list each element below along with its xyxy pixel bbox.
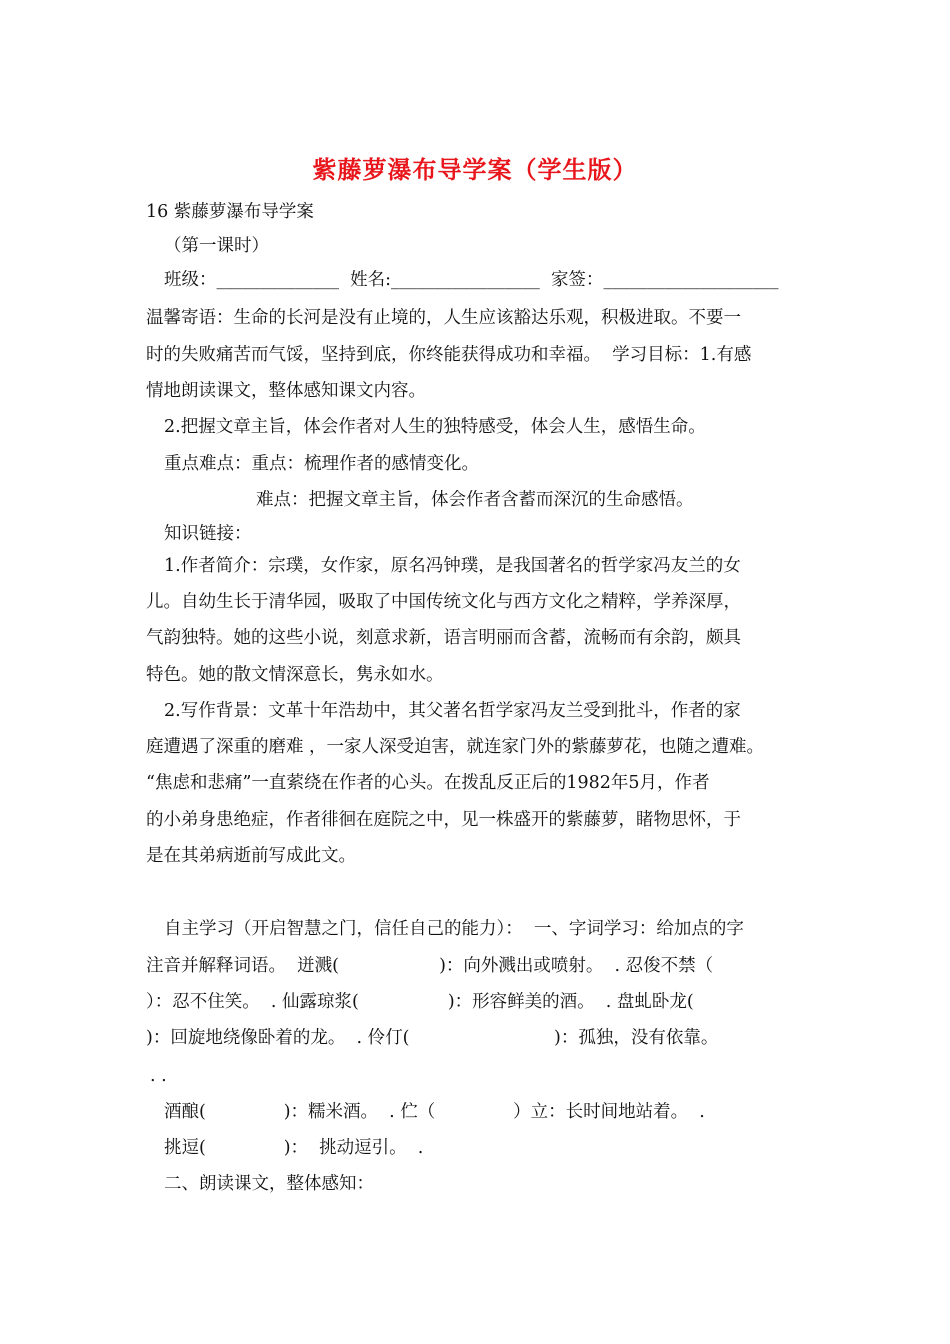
document-title: 紫藤萝瀑布导学案（学生版） xyxy=(312,155,638,184)
lesson-subtitle: 16 紫藤萝瀑布导学案 xyxy=(146,202,314,222)
vocab-line: 挑逗( )： 挑动逗引。 . xyxy=(164,1138,424,1158)
section-heading: 二、朗读课文，整体感知： xyxy=(164,1174,374,1194)
author-intro-line: 儿。自幼生长于清华园，吸取了中国传统文化与西方文化之精粹，学养深厚， xyxy=(146,592,741,612)
parent-signature-field[interactable]: ____________________ xyxy=(603,270,779,290)
background-line: 是在其弟病逝前写成此文。 xyxy=(146,846,356,866)
class-field[interactable]: ______________ xyxy=(216,270,339,290)
learning-goal: 2.把握文章主旨，体会作者对人生的独特感受，体会人生，感悟生命。 xyxy=(164,417,706,437)
author-intro-line: 1.作者简介：宗璞，女作家，原名冯钟璞，是我国著名的哲学家冯友兰的女 xyxy=(164,556,741,576)
background-line: 庭遭遇了深重的磨难 ，一家人深受迫害，就连家门外的紫藤萝花，也随之遭难。 xyxy=(146,737,765,757)
author-intro-line: 气韵独特。她的这些小说，刻意求新，语言明丽而含蓄，流畅而有余韵，颇具 xyxy=(146,628,741,648)
vocab-line: 酒酿( )：糯米酒。 . 伫（ ）立：长时间地站着。 . xyxy=(164,1102,705,1122)
name-label: 姓名: xyxy=(350,270,392,290)
knowledge-label: 知识链接： xyxy=(164,524,252,544)
greeting-line: 时的失败痛苦而气馁，坚持到底，你终能获得成功和幸福。 学习目标：1.有感 xyxy=(146,345,752,365)
greeting-line: 温馨寄语：生命的长河是没有止境的，人生应该豁达乐观，积极进取。不要一 xyxy=(146,308,741,328)
background-line: 的小弟身患绝症，作者徘徊在庭院之中，见一株盛开的紫藤萝，睹物思怀，于 xyxy=(146,810,741,830)
author-intro-line: 特色。她的散文情深意长，隽永如水。 xyxy=(146,665,444,685)
lesson-period: （第一课时） xyxy=(164,236,269,256)
background-line: “焦虑和悲痛”一直萦绕在作者的心头。在拨乱反正后的1982年5月，作者 xyxy=(146,773,710,793)
self-study-line: 注音并解释词语。 迸溅( )：向外溅出或喷射。 . 忍俊不禁（ xyxy=(146,956,714,976)
name-field[interactable]: _________________ xyxy=(391,270,540,290)
form-row xyxy=(164,268,778,292)
key-point: 重点难点：重点：梳理作者的感情变化。 xyxy=(164,454,479,474)
emphasis-dots: . . xyxy=(150,1066,167,1086)
class-label: 班级： xyxy=(164,270,217,290)
greeting-line: 情地朗读课文，整体感知课文内容。 xyxy=(146,381,426,401)
background-line: 2.写作背景：文革十年浩劫中，其父著名哲学家冯友兰受到批斗，作者的家 xyxy=(164,701,741,721)
self-study-line: )：回旋地绕像卧着的龙。 . 伶仃( )：孤独，没有依靠。 xyxy=(146,1028,719,1048)
self-study-line: 自主学习（开启智慧之门，信任自己的能力）： 一、字词学习：给加点的字 xyxy=(164,919,744,939)
parent-signature-label: 家签： xyxy=(550,270,604,290)
difficult-point: 难点：把握文章主旨，体会作者含蓄而深沉的生命感悟。 xyxy=(256,490,694,510)
self-study-line: ）：忍不住笑。 . 仙露琼浆( )：形容鲜美的酒。 . 盘虬卧龙( xyxy=(146,992,694,1012)
